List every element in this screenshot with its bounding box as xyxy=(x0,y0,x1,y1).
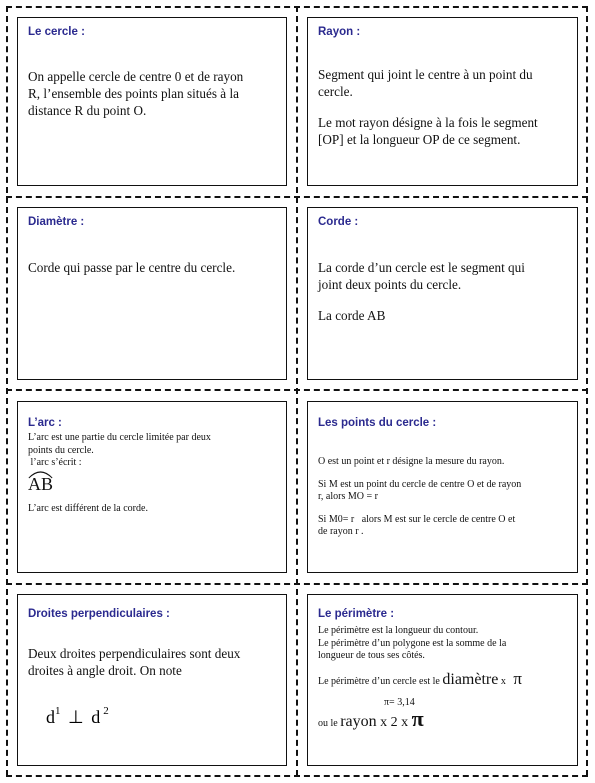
cut-line-right xyxy=(586,6,588,776)
arc-notation xyxy=(28,469,53,493)
text-line: de rayon r . xyxy=(318,526,364,537)
line-d1: d xyxy=(46,707,55,727)
text-line: La corde AB xyxy=(318,308,386,323)
text-line: Si M est un point du cercle de centre O et de rayon xyxy=(318,478,522,490)
pi-symbol-bold: π xyxy=(411,706,424,731)
text-line: r, alors MO = r xyxy=(318,491,378,502)
perpendicular-symbol: ⊥ xyxy=(68,707,84,727)
text-line: l’arc s’écrit : xyxy=(28,457,82,468)
pi-value-text: π= 3,14 xyxy=(384,697,415,708)
card-arc xyxy=(17,401,287,573)
card-body xyxy=(28,259,278,276)
cut-line-left xyxy=(6,6,8,776)
card-title: Diamètre : xyxy=(28,216,85,228)
cut-line-row3 xyxy=(6,583,588,585)
text-line: Le périmètre est la longueur du contour. xyxy=(318,625,479,636)
text-line: Le périmètre d’un polygone est la somme de la xyxy=(318,637,507,649)
card-diametre xyxy=(17,207,287,380)
card-perimetre xyxy=(307,594,578,766)
card-body xyxy=(28,432,278,516)
cut-line-top xyxy=(6,6,588,8)
subscript-1: 1 xyxy=(55,705,61,717)
cut-line-row2 xyxy=(6,389,588,391)
text-line: Si M0= r alors M est sur le cercle de centre O et xyxy=(318,513,516,525)
arc-symbol-icon xyxy=(28,469,53,479)
times-two: x 2 x xyxy=(376,715,412,730)
text-line: Deux droites perpendiculaires sont deux xyxy=(28,646,241,661)
text-line: O est un point et r désigne la mesure du rayon. xyxy=(318,456,505,467)
perpendicular-formula xyxy=(46,705,109,728)
cut-line-bottom xyxy=(6,775,588,777)
card-title: Droites perpendiculaires : xyxy=(28,608,170,620)
card-body xyxy=(28,68,278,119)
text-line: longueur de tous ses côtés. xyxy=(318,650,425,661)
text-line: Corde qui passe par le centre du cercle. xyxy=(28,260,236,275)
card-droites-perpendiculaires xyxy=(17,594,287,766)
text-line: R, l’ensemble des points plan situés à la xyxy=(28,86,239,101)
text-line: cercle. xyxy=(318,84,353,99)
times-sign: x xyxy=(498,676,509,687)
card-title: Corde : xyxy=(318,216,359,228)
text-line: La corde d’un cercle est le segment qui xyxy=(318,260,525,275)
card-corde xyxy=(307,207,578,380)
text-line: L’arc est une partie du cercle limitée par deux xyxy=(28,432,211,443)
text-line: [OP] et la longueur OP de ce segment. xyxy=(318,132,521,147)
text-line: Le mot rayon désigne à la fois le segment xyxy=(318,115,538,130)
card-body xyxy=(318,259,569,324)
text-segment: ou le xyxy=(318,718,341,729)
card-title: Le périmètre : xyxy=(318,608,395,620)
text-line: joint deux points du cercle. xyxy=(318,277,462,292)
cut-line-center xyxy=(296,6,298,776)
subscript-2: 2 xyxy=(103,705,109,717)
arc-letters: AB xyxy=(28,473,54,494)
perimeter-rayon-line xyxy=(318,706,424,731)
card-title: L’arc : xyxy=(28,417,62,429)
text-segment: Le périmètre d’un cercle est le xyxy=(318,676,443,687)
card-le-cercle xyxy=(17,17,287,186)
perimeter-formula-line xyxy=(318,669,522,689)
card-rayon xyxy=(307,17,578,186)
card-points-du-cercle xyxy=(307,401,578,573)
card-body xyxy=(318,66,569,148)
diametre-word: diamètre xyxy=(442,671,499,688)
cut-line-row1 xyxy=(6,196,588,198)
card-title: Les points du cercle : xyxy=(318,417,437,429)
text-line: distance R du point O. xyxy=(28,103,147,118)
pi-symbol: π xyxy=(513,669,522,688)
text-line: On appelle cercle de centre 0 et de rayon xyxy=(28,69,244,84)
line-d2: d xyxy=(91,707,101,727)
text-line: L’arc est différent de la corde. xyxy=(28,503,148,514)
card-title: Rayon : xyxy=(318,26,361,38)
text-line: points du cercle. xyxy=(28,444,94,456)
text-line: Segment qui joint le centre à un point du xyxy=(318,67,533,82)
text-line: droites à angle droit. On note xyxy=(28,663,182,678)
rayon-word: rayon xyxy=(340,713,377,730)
card-body xyxy=(28,645,278,679)
card-body xyxy=(318,625,569,663)
card-body xyxy=(318,456,569,539)
card-title: Le cercle : xyxy=(28,26,85,38)
